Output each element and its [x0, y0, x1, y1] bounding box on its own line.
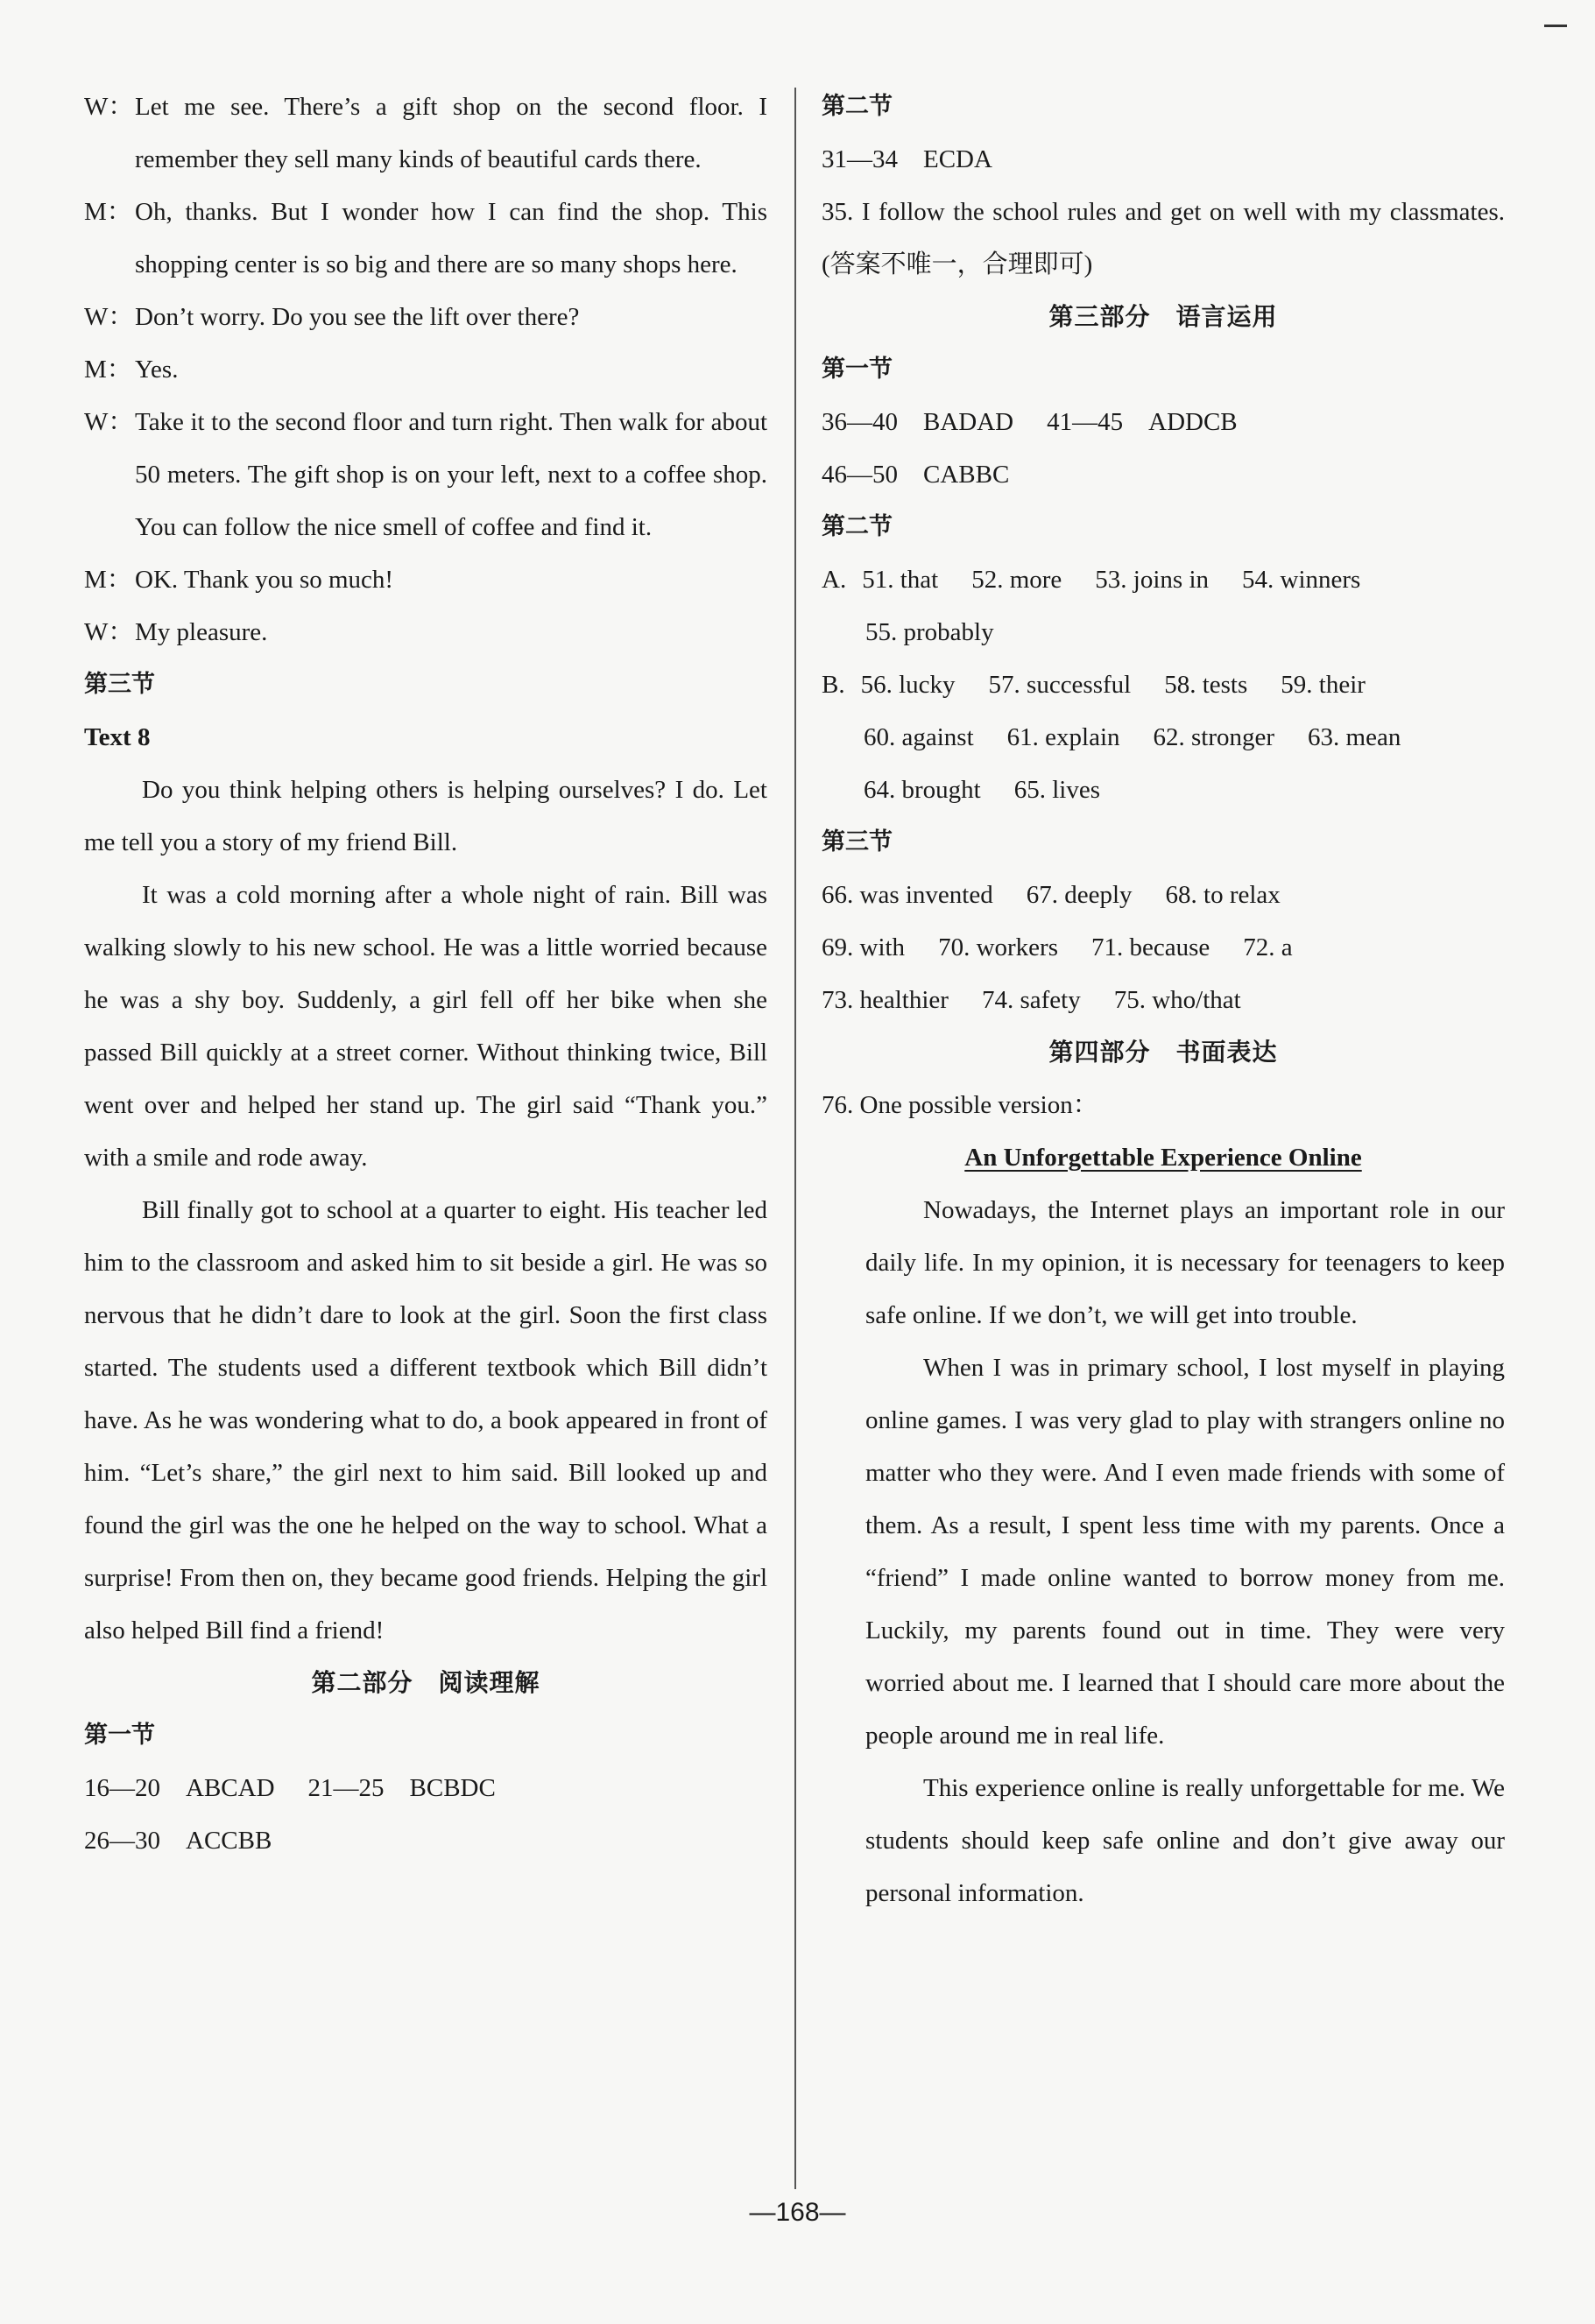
answer: 75. who/that [1113, 986, 1241, 1014]
answer: 68. to relax [1165, 881, 1281, 909]
answer: 16—20 ABCAD [84, 1774, 275, 1802]
answer: 73. healthier [822, 986, 949, 1014]
answer: 60. against [864, 723, 974, 751]
dialogue-line [84, 343, 767, 396]
answer-row [822, 974, 1505, 1026]
answer-row [84, 1814, 767, 1867]
corner-mark [1544, 25, 1567, 27]
answer: 21—25 BCBDC [307, 1774, 496, 1802]
essay-paragraph: This experience online is really unforgettable for me. We students should keep safe online and don’t give away our personal information. [865, 1774, 1505, 1907]
answer: 65. lives [1013, 776, 1100, 804]
dialogue-text: My pleasure. [135, 618, 268, 646]
dialogue-text: Take it to the second floor and turn right. Then walk for about 50 meters. The gift shop is on your left, next to a coffee shop. You can follow the nice smell of coffee and find it. [135, 408, 767, 541]
essay-body [822, 1184, 1505, 1919]
speaker: W： [84, 618, 134, 646]
answer: 46—50 CABBC [822, 461, 1010, 489]
answer-35: 35. I follow the school rules and get on well with my classmates.(答案不唯一，合理即可) [822, 198, 1505, 278]
answer-row [822, 764, 1505, 816]
answer: 31—34 ECDA [822, 145, 992, 173]
answer: 72. a [1243, 933, 1293, 961]
answer-row [84, 1762, 767, 1814]
answer: 51. that [862, 566, 939, 594]
answer: 66. was invented [822, 881, 993, 909]
answer-row [822, 658, 1505, 711]
answer: 55. probably [865, 618, 994, 646]
answer: 53. joins in [1095, 566, 1210, 594]
answer-row [822, 606, 1505, 658]
speaker: W： [84, 93, 134, 121]
dialogue-text: OK. Thank you so much! [135, 566, 394, 594]
speaker: M： [84, 198, 132, 226]
dialogue-text: Yes. [135, 356, 179, 384]
group-label: A. [822, 566, 847, 594]
essay-paragraph: Nowadays, the Internet plays an important role in our daily life. In my opinion, it is necessary for teenagers to keep safe online. If we don’t, we will get into trouble. [865, 1196, 1505, 1329]
part-heading: 第三部分 语言运用 [1048, 302, 1278, 331]
answer: 59. their [1281, 671, 1366, 699]
answer: 52. more [971, 566, 1062, 594]
answer-76-label: 76. One possible version： [822, 1091, 1098, 1119]
answer: 58. tests [1164, 671, 1248, 699]
page-number: —168— [749, 2198, 846, 2227]
essay-title: An Unforgettable Experience Online [964, 1144, 1362, 1172]
answer-row [822, 396, 1505, 448]
group-label: B. [822, 671, 845, 699]
section-heading: 第三节 [84, 671, 155, 698]
dialogue-line [84, 553, 767, 606]
answer: 41—45 ADDCB [1047, 408, 1238, 436]
answer: 26—30 ACCBB [84, 1827, 272, 1855]
section-heading: 第一节 [822, 356, 893, 383]
answer: 54. winners [1242, 566, 1361, 594]
answer: 67. deeply [1026, 881, 1133, 909]
section-heading: 第三节 [822, 828, 893, 856]
text-title: Text 8 [84, 723, 151, 751]
dialogue-line [84, 291, 767, 343]
speaker: M： [84, 566, 132, 594]
dialogue-line [84, 81, 767, 186]
dialogue-text: Let me see. There’s a gift shop on the second floor. I remember they sell many kinds of beautiful cards there. [135, 93, 767, 173]
answer: 64. brought [864, 776, 981, 804]
dialogue-text: Don’t worry. Do you see the lift over there? [135, 303, 580, 331]
part-heading: 第四部分 书面表达 [1048, 1038, 1278, 1067]
answer-row [822, 448, 1505, 501]
section-heading: 第二节 [822, 93, 893, 120]
dialogue-text: Oh, thanks. But I wonder how I can find the shop. This shopping center is so big and there are so many shops here. [135, 198, 767, 278]
answer: 57. successful [988, 671, 1132, 699]
essay-paragraph: When I was in primary school, I lost myself in playing online games. I was very glad to play with strangers online no matter who they were. And I even made friends with some of them. As a result, I spent less time with my parents. Once a “friend” I made online wanted to borrow money from me. Luckily, my parents found out in time. They were very worried about me. I learned that I should care more about the people around me in real life. [865, 1354, 1505, 1750]
dialogue-line [84, 606, 767, 658]
answer-row [822, 711, 1505, 764]
answer: 61. explain [1006, 723, 1120, 751]
left-column [84, 81, 767, 1867]
section-heading: 第一节 [84, 1722, 155, 1749]
speaker: M： [84, 356, 132, 384]
answer: 56. lucky [860, 671, 956, 699]
answer-row [822, 869, 1505, 921]
story-paragraph: It was a cold morning after a whole night of rain. Bill was walking slowly to his new school. He was a little worried because he was a shy boy. Suddenly, a girl fell off her bike when she passed Bill quickly at a street corner. Without thinking twice, Bill went over and helped her stand up. The girl said “Thank you.” with a smile and rode away. [84, 881, 767, 1172]
answer: 71. because [1090, 933, 1210, 961]
dialogue-line [84, 186, 767, 291]
answer-row [822, 921, 1505, 974]
answer: 69. with [822, 933, 906, 961]
answer: 63. mean [1308, 723, 1401, 751]
speaker: W： [84, 408, 134, 436]
answer: 62. stronger [1153, 723, 1275, 751]
answer: 36—40 BADAD [822, 408, 1014, 436]
right-column [822, 81, 1505, 1919]
speaker: W： [84, 303, 134, 331]
story-paragraph: Do you think helping others is helping ourselves? I do. Let me tell you a story of my friend Bill. [84, 776, 767, 856]
answer: 70. workers [938, 933, 1058, 961]
part-heading: 第二部分 阅读理解 [311, 1668, 540, 1697]
answer: 74. safety [981, 986, 1081, 1014]
column-divider [794, 88, 796, 2189]
answer-row [822, 553, 1505, 606]
story-paragraph: Bill finally got to school at a quarter to eight. His teacher led him to the classroom and asked him to sit beside a girl. He was so nervous that he didn’t dare to look at the girl. Soon the first class started. The students used a different textbook which Bill didn’t have. As he was wondering what to do, a book appeared in front of him. “Let’s share,” the girl next to him said. Bill looked up and found the girl was the one he helped on the way to school. What a surprise! From then on, they became good friends. Helping the girl also helped Bill find a friend! [84, 1196, 767, 1644]
section-heading: 第二节 [822, 513, 893, 540]
dialogue-line [84, 396, 767, 553]
